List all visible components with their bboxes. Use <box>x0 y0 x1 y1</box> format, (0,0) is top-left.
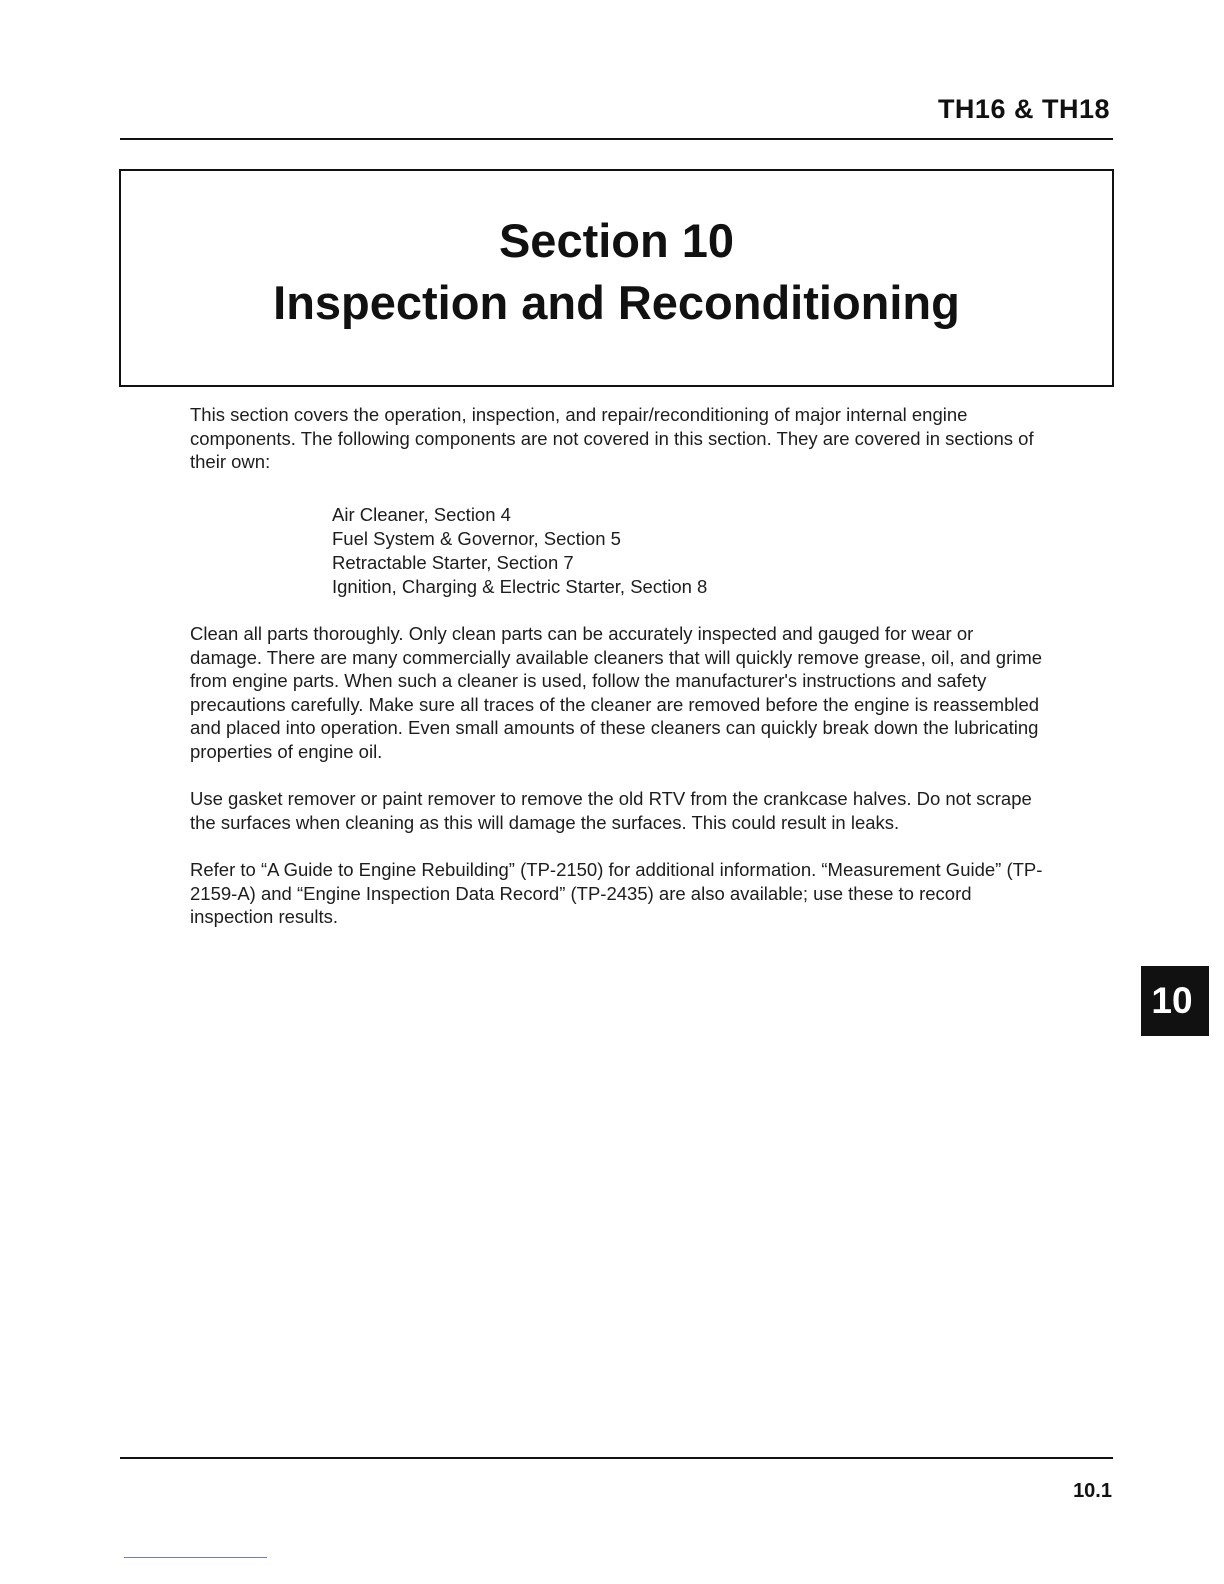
list-item: Air Cleaner, Section 4 <box>332 504 511 525</box>
section-name-title: Inspection and Reconditioning <box>273 276 960 329</box>
cleaning-paragraph <box>190 622 1050 763</box>
section-tab-marker: 10 <box>1141 966 1209 1036</box>
reference-text: Refer to “A Guide to Engine Rebuilding” (TP-2150) for additional information. “Measurement Guide” (TP-2159-A) and “Engine Inspection Data Record” (TP-2435) are also available; use these to record inspection results. <box>190 859 1043 927</box>
component-list <box>332 503 707 599</box>
list-item: Ignition, Charging & Electric Starter, Section 8 <box>332 576 708 597</box>
section-number-title: Section 10 <box>498 214 735 267</box>
list-item: Fuel System & Governor, Section 5 <box>332 528 621 549</box>
list-item: Retractable Starter, Section 7 <box>332 552 574 573</box>
intro-text: This section covers the operation, inspection, and repair/reconditioning of major internal engine components. The following components are not covered in this section. They are covered in sections of their own: <box>190 404 1034 472</box>
gasket-text: Use gasket remover or paint remover to remove the old RTV from the crankcase halves. Do not scrape the surfaces when cleaning as this will damage the surfaces. This could result in leaks. <box>190 788 1032 833</box>
header-divider <box>120 138 1113 140</box>
model-header: TH16 & TH18 <box>937 94 1110 124</box>
page-number: 10.1 <box>1073 1480 1112 1502</box>
scan-artifact-line <box>124 1557 267 1558</box>
footer-divider <box>120 1457 1113 1459</box>
intro-paragraph <box>190 403 1050 474</box>
gasket-paragraph <box>190 787 1050 834</box>
cleaning-text: Clean all parts thoroughly. Only clean parts can be accurately inspected and gauged for wear or damage. There are many commercially available cleaners that will quickly remove grease, oil, and grime from engine parts. When such a cleaner is used, follow the manufacturer's instructions and safety precautions carefully. Make sure all traces of the cleaner are removed before the engine is reassembled and placed into operation. Even small amounts of these cleaners can quickly break down the lubricating properties of engine oil. <box>190 623 1043 762</box>
section-title-box <box>119 169 1114 387</box>
reference-paragraph <box>190 858 1050 929</box>
